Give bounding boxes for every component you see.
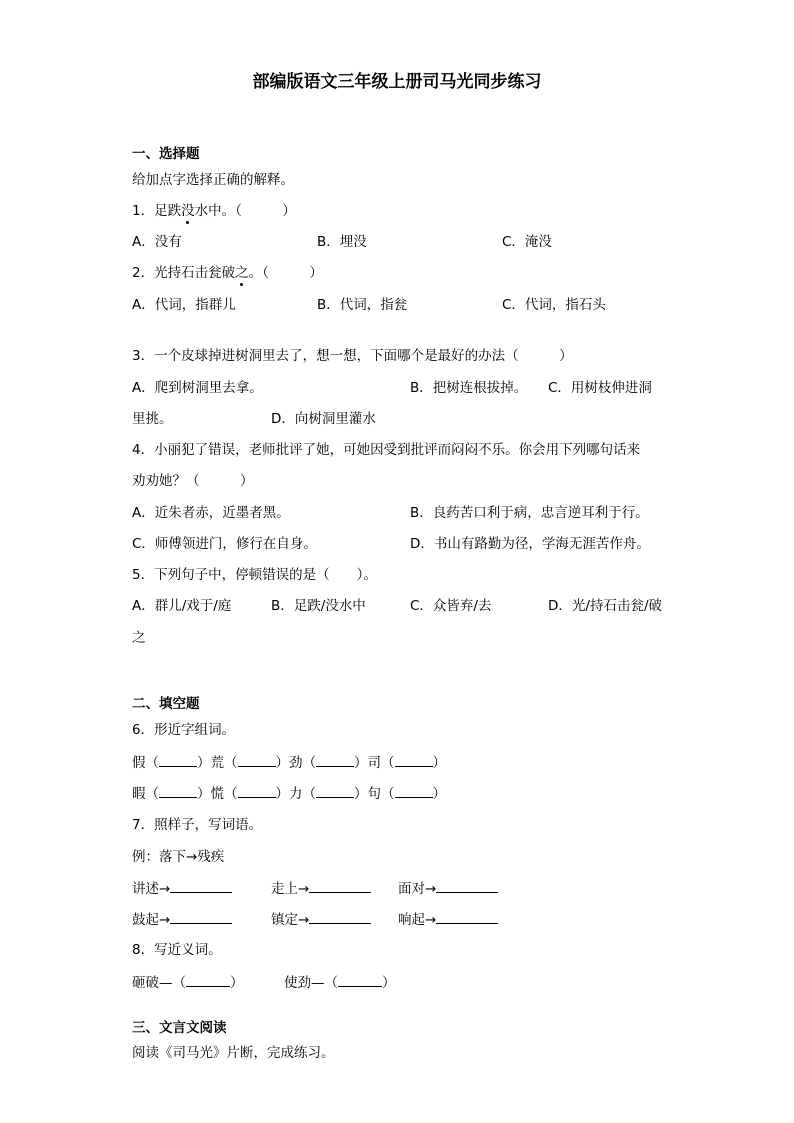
question-8-item (284, 973, 396, 992)
question-5-option-c[interactable]: C．众皆弃/去 (410, 598, 492, 614)
question-8-item (132, 973, 244, 992)
prompt-word: 镇定→ (271, 912, 310, 928)
question-7-item (132, 910, 232, 929)
section-heading-fill: 二、填空题 (132, 696, 200, 712)
question-5-option-a[interactable]: A．群儿/戏于/庭 (132, 598, 232, 614)
question-5-stem: 5．下列句子中，停顿错误的是（ ）。 (132, 567, 377, 583)
char-label: ）劲（ (275, 755, 316, 771)
char-label: 假（ (132, 755, 159, 771)
answer-blank[interactable] (436, 879, 498, 893)
question-2-option-a[interactable]: A．代词，指群儿 (132, 297, 236, 313)
answer-blank[interactable] (170, 910, 232, 924)
question-7-item (271, 879, 371, 898)
page-title: 部编版语文三年级上册司马光同步练习 (252, 72, 542, 92)
answer-blank[interactable] (170, 879, 232, 893)
prompt-word: 面对→ (398, 881, 437, 897)
question-2-text: 2．光持石击瓮破之。（ ） (132, 265, 323, 281)
question-7-item (398, 879, 498, 898)
section-instruction: 阅读《司马光》片断，完成练习。 (132, 1045, 335, 1061)
question-2-stem (132, 264, 323, 282)
question-1-stem (132, 202, 296, 220)
question-7-item (271, 910, 371, 929)
answer-blank[interactable] (238, 784, 276, 798)
question-4-stem: 4．小丽犯了错误，老师批评了她，可她因受到批评而闷闷不乐。你会用下列哪句话来 (132, 442, 641, 458)
answer-blank[interactable] (436, 910, 498, 924)
question-3-option-a[interactable]: A．爬到树洞里去拿。 (132, 380, 263, 396)
answer-blank[interactable] (316, 753, 354, 767)
question-7-item (132, 879, 232, 898)
question-6-row-1 (132, 753, 446, 772)
question-3-option-c-continued: 里挑。 (132, 411, 173, 427)
question-1-text: 1．足跌没水中。（ ） (132, 203, 296, 219)
answer-blank[interactable] (186, 973, 230, 987)
question-4-option-d[interactable]: D．书山有路勤为径，学海无涯苦作舟。 (410, 536, 650, 552)
section-heading-classical: 三、文言文阅读 (132, 1020, 227, 1036)
question-1-option-b[interactable]: B．埋没 (317, 234, 367, 250)
paren-close: ） (230, 975, 244, 991)
char-label: ）力（ (275, 786, 316, 802)
char-label: ）司（ (354, 755, 395, 771)
question-7-item (398, 910, 498, 929)
question-4-option-a[interactable]: A．近朱者赤，近墨者黑。 (132, 505, 290, 521)
question-5-option-d-continued: 之 (132, 630, 146, 646)
answer-blank[interactable] (159, 784, 197, 798)
question-6-row-2 (132, 784, 446, 803)
paren-close: ） (382, 975, 396, 991)
question-4-option-c[interactable]: C．师傅领进门，修行在自身。 (132, 536, 317, 552)
section-heading-choice: 一、选择题 (132, 146, 200, 162)
emphasis-char: 没 (181, 203, 195, 219)
question-1-option-c[interactable]: C．淹没 (502, 234, 552, 250)
question-2-option-b[interactable]: B．代词，指瓮 (317, 297, 408, 313)
question-7-example: 例：落下→残疾 (132, 849, 225, 865)
question-3-option-c[interactable]: C．用树枝伸进洞 (548, 380, 652, 396)
question-6-stem: 6．形近字组词。 (132, 722, 236, 738)
section-instruction: 给加点字选择正确的解释。 (132, 172, 294, 188)
char-label: ） (432, 755, 446, 771)
char-label: ）荒（ (197, 755, 238, 771)
answer-blank[interactable] (309, 910, 371, 924)
prompt-word: 砸破—（ (132, 975, 186, 991)
prompt-word: 响起→ (398, 912, 437, 928)
question-5-option-d[interactable]: D．光/持石击瓮/破 (548, 598, 662, 614)
prompt-word: 鼓起→ (132, 912, 171, 928)
answer-blank[interactable] (338, 973, 382, 987)
question-5-option-b[interactable]: B．足跌/没水中 (271, 598, 366, 614)
answer-blank[interactable] (395, 784, 433, 798)
question-4-option-b[interactable]: B．良药苦口利于病，忠言逆耳利于行。 (410, 505, 649, 521)
question-1-option-a[interactable]: A．没有 (132, 234, 182, 250)
question-3-stem: 3．一个皮球掉进树洞里去了，想一想，下面哪个是最好的办法（ ） (132, 348, 573, 364)
prompt-word: 讲述→ (132, 881, 171, 897)
answer-blank[interactable] (395, 753, 433, 767)
answer-blank[interactable] (238, 753, 276, 767)
emphasis-char: 之 (235, 265, 249, 281)
char-label: ）慌（ (197, 786, 238, 802)
question-3-option-d[interactable]: D．向树洞里灌水 (271, 411, 376, 427)
prompt-word: 走上→ (271, 881, 310, 897)
question-8-stem: 8．写近义词。 (132, 942, 222, 958)
answer-blank[interactable] (316, 784, 354, 798)
char-label: ）句（ (354, 786, 395, 802)
question-2-option-c[interactable]: C．代词，指石头 (502, 297, 606, 313)
prompt-word: 使劲—（ (284, 975, 338, 991)
answer-blank[interactable] (309, 879, 371, 893)
char-label: ） (432, 786, 446, 802)
answer-blank[interactable] (159, 753, 197, 767)
question-4-stem-continued: 劝劝她？（ ） (132, 473, 254, 489)
char-label: 暇（ (132, 786, 159, 802)
question-7-stem: 7．照样子，写词语。 (132, 817, 263, 833)
question-3-option-b[interactable]: B．把树连根拔掉。 (410, 380, 528, 396)
